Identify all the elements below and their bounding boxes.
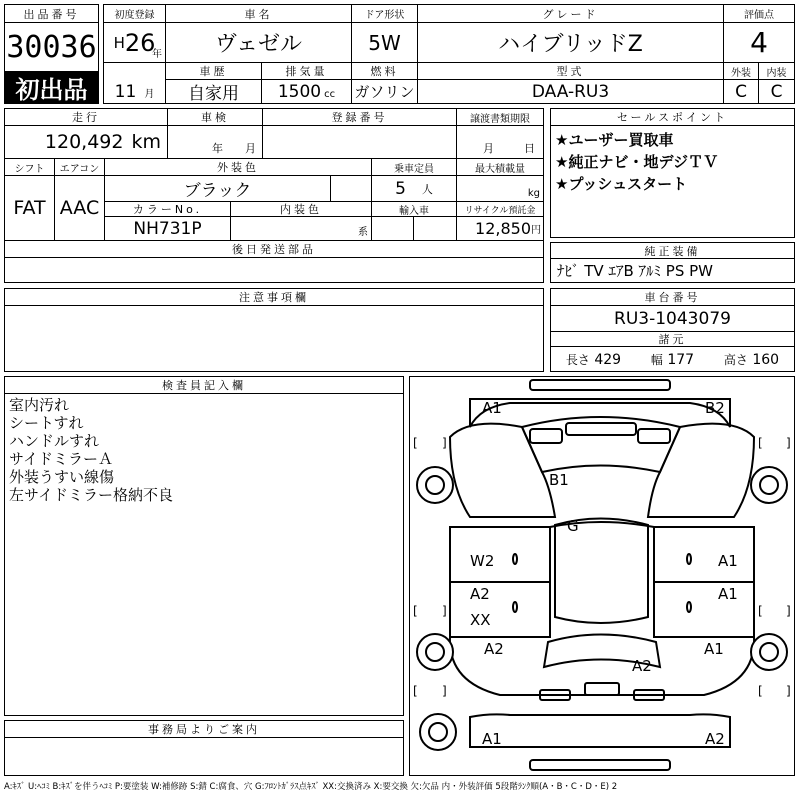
transfer-cell <box>457 126 543 159</box>
inspect-month-unit: 月 <box>245 142 256 155</box>
notes-label: 注意事項欄 <box>5 289 543 306</box>
history: 自家用 <box>166 80 262 103</box>
damage-mark-a2-left-rear-door: A2 <box>470 585 490 603</box>
mileage-cell <box>5 126 168 159</box>
later-parts-label: 後日発送部品 <box>5 241 543 258</box>
height: 160 <box>752 351 780 368</box>
svg-text:]: ] <box>786 604 791 618</box>
inspector-note: ハンドルすれ <box>9 432 100 450</box>
svg-text:[: [ <box>758 436 763 450</box>
reg-year: 26 <box>124 28 156 57</box>
seats-cell <box>372 176 457 202</box>
import-cell-b <box>414 217 457 241</box>
import-cell-a <box>372 217 414 241</box>
damage-mark-a1-right-quarter: A1 <box>704 640 724 658</box>
sales-point: ★ユーザー買取車 <box>555 131 674 149</box>
damage-mark-g-windshield: G <box>567 517 579 535</box>
seats-label: 乗車定員 <box>372 159 457 176</box>
seats-unit: 人 <box>421 182 433 196</box>
length-group <box>566 351 621 368</box>
import-label: 輸入車 <box>372 202 457 217</box>
width-label: 幅 <box>650 352 663 367</box>
inspector-label: 検査員記入欄 <box>5 377 403 394</box>
equipment-label: 純正装備 <box>551 243 794 259</box>
mileage-unit: km <box>131 131 161 153</box>
first-listing-badge: 初出品 <box>5 71 98 103</box>
reg-year-cell <box>104 23 166 63</box>
int-score: C <box>770 81 783 102</box>
sales-point: ★純正ナビ・地デジＴＶ <box>555 153 719 171</box>
inspector-note: 室内汚れ <box>9 396 70 414</box>
lot-number: 30036 <box>6 29 97 65</box>
svg-text:[: [ <box>758 604 763 618</box>
shift-label: シフト <box>5 159 55 176</box>
dims-label: 諸元 <box>551 332 794 347</box>
inspector-note: 左サイドミラー格納不良 <box>9 486 173 504</box>
disp-unit: cc <box>324 88 336 100</box>
load-label: 最大積載量 <box>457 159 543 176</box>
load-cell <box>457 176 543 202</box>
damage-mark-a1-front-left: A1 <box>482 399 502 417</box>
chassis-number: RU3-1043079 <box>551 306 794 332</box>
width-group <box>651 351 694 368</box>
ac-label: エアコン <box>55 159 105 176</box>
damage-mark-a2-rear-center: A2 <box>632 657 652 675</box>
notes-box <box>4 288 544 372</box>
recycle-cell <box>457 217 543 241</box>
length: 429 <box>594 351 622 368</box>
disp-cell <box>262 80 352 103</box>
grade: ハイブリッドZ <box>418 23 724 63</box>
year-unit: 年 <box>152 49 162 60</box>
exterior-color: ブラック <box>105 176 330 202</box>
intcolor-unit: 系 <box>358 227 368 238</box>
lot-label: 出品番号 <box>5 5 98 23</box>
shift: FAT <box>5 176 55 241</box>
damage-mark-b1-hood: B1 <box>549 471 569 489</box>
score: 4 <box>724 23 794 63</box>
svg-text:]: ] <box>786 436 791 450</box>
fuel-label: 燃料 <box>352 63 418 80</box>
history-label: 車歴 <box>166 63 262 80</box>
load-unit: kg <box>527 188 540 199</box>
month-cell <box>104 63 166 103</box>
reg-no-label: 登録番号 <box>263 109 457 126</box>
reg-no-cell <box>263 126 457 159</box>
mileage-label: 走行 <box>5 109 168 126</box>
recycle-fee: 12,850 <box>475 219 531 238</box>
inspector-note: シートすれ <box>9 414 84 432</box>
equipment-box <box>550 242 795 283</box>
reg-label: 初度登録 <box>104 5 166 23</box>
svg-text:]: ] <box>442 684 447 698</box>
door-type: 5W <box>352 23 418 63</box>
damage-mark-a1-right-front-door: A1 <box>718 552 738 570</box>
transfer-day-unit: 日 <box>524 142 535 155</box>
damage-mark-b2-front-right: B2 <box>705 399 725 417</box>
header-table <box>103 4 795 104</box>
colorno-label: カラーNo. <box>105 202 231 217</box>
inspect-year-unit: 年 <box>212 142 223 155</box>
intcolor-label: 内装色 <box>231 202 372 217</box>
sales-point: ★プッシュスタート <box>555 175 688 193</box>
int-label: 内装 <box>759 63 794 80</box>
color-spacer <box>330 176 372 202</box>
seats: 5 <box>395 178 406 199</box>
height-label: 高さ <box>723 352 748 367</box>
damage-mark-xx-left-rear-door: XX <box>470 611 491 629</box>
inspect-cell <box>168 126 263 159</box>
dims-row <box>551 347 794 371</box>
model: DAA-RU3 <box>418 80 724 103</box>
car-name: ヴェゼル <box>166 23 352 63</box>
svg-text:]: ] <box>786 684 791 698</box>
damage-mark-a1-rear-left: A1 <box>482 730 502 748</box>
reg-month: 11 <box>114 82 137 102</box>
displacement: 1500 <box>277 81 322 102</box>
damage-mark-a2-rear-right: A2 <box>705 730 725 748</box>
color-label: 外装色 <box>105 159 372 176</box>
ext-score: C <box>724 80 759 103</box>
disp-label: 排気量 <box>262 63 352 80</box>
ext-label: 外装 <box>724 63 759 80</box>
office-box <box>4 720 404 776</box>
height-group <box>724 351 779 368</box>
mileage: 120,492 <box>44 131 124 153</box>
inspect-label: 車検 <box>168 109 263 126</box>
recycle-label: リサイクル預託金 <box>457 202 543 217</box>
svg-text:]: ] <box>442 436 447 450</box>
chassis-box <box>550 288 795 372</box>
office-label: 事務局よりご案内 <box>5 721 403 738</box>
damage-mark-w2-left-front-door: W2 <box>470 552 495 570</box>
grade-label: グレード <box>418 5 724 23</box>
month-unit: 月 <box>144 88 155 100</box>
sales-points-box <box>550 108 795 238</box>
vehicle-info-table <box>4 108 544 283</box>
era-letter: H <box>113 33 125 52</box>
damage-legend: A:ｷｽﾞ U:ﾍｺﾐ B:ｷｽﾞを伴うﾍｺﾐ P:要塗装 W:補修跡 S:錆 C:腐食、穴 G:ﾌﾛﾝﾄｶﾞﾗｽ点ｷｽﾞ XX:交換済み X:要交換 欠:欠品 内・外装評価 5段階ﾗﾝｸ順(A・B・C・D・E) 2 <box>4 782 618 792</box>
transfer-label: 譲渡書類期限 <box>457 109 543 126</box>
intcolor-cell <box>231 217 372 241</box>
car-name-label: 車名 <box>166 5 352 23</box>
score-label: 評価点 <box>724 5 794 23</box>
inspector-note: 外装うすい線傷 <box>9 468 115 486</box>
transfer-month-unit: 月 <box>483 142 494 155</box>
chassis-label: 車台番号 <box>551 289 794 306</box>
later-parts-cell <box>5 258 543 282</box>
inspector-note: サイドミラーＡ <box>9 450 113 468</box>
damage-mark-a2-left-quarter: A2 <box>484 640 504 658</box>
inspector-box <box>4 376 404 716</box>
svg-text:[: [ <box>758 684 763 698</box>
car-outline-svg <box>410 377 794 775</box>
fuel: ガソリン <box>352 80 418 103</box>
width: 177 <box>667 351 695 368</box>
svg-text:[: [ <box>413 436 418 450</box>
sales-points-label: セールスポイント <box>551 109 794 126</box>
damage-mark-a1-right-rear-door: A1 <box>718 585 738 603</box>
lot-box <box>4 4 99 104</box>
length-label: 長さ <box>565 352 590 367</box>
color-number: NH731P <box>105 217 231 241</box>
svg-text:[: [ <box>413 604 418 618</box>
ac: AAC <box>55 176 105 241</box>
svg-text:[: [ <box>413 684 418 698</box>
door-label: ドア形状 <box>352 5 418 23</box>
recycle-unit: 円 <box>531 225 541 236</box>
equipment-items: ﾅﾋﾞ TV ｴｱB ｱﾙﾐ PS PW <box>557 262 713 280</box>
car-damage-diagram <box>409 376 795 776</box>
svg-text:]: ] <box>442 604 447 618</box>
model-label: 型式 <box>418 63 724 80</box>
